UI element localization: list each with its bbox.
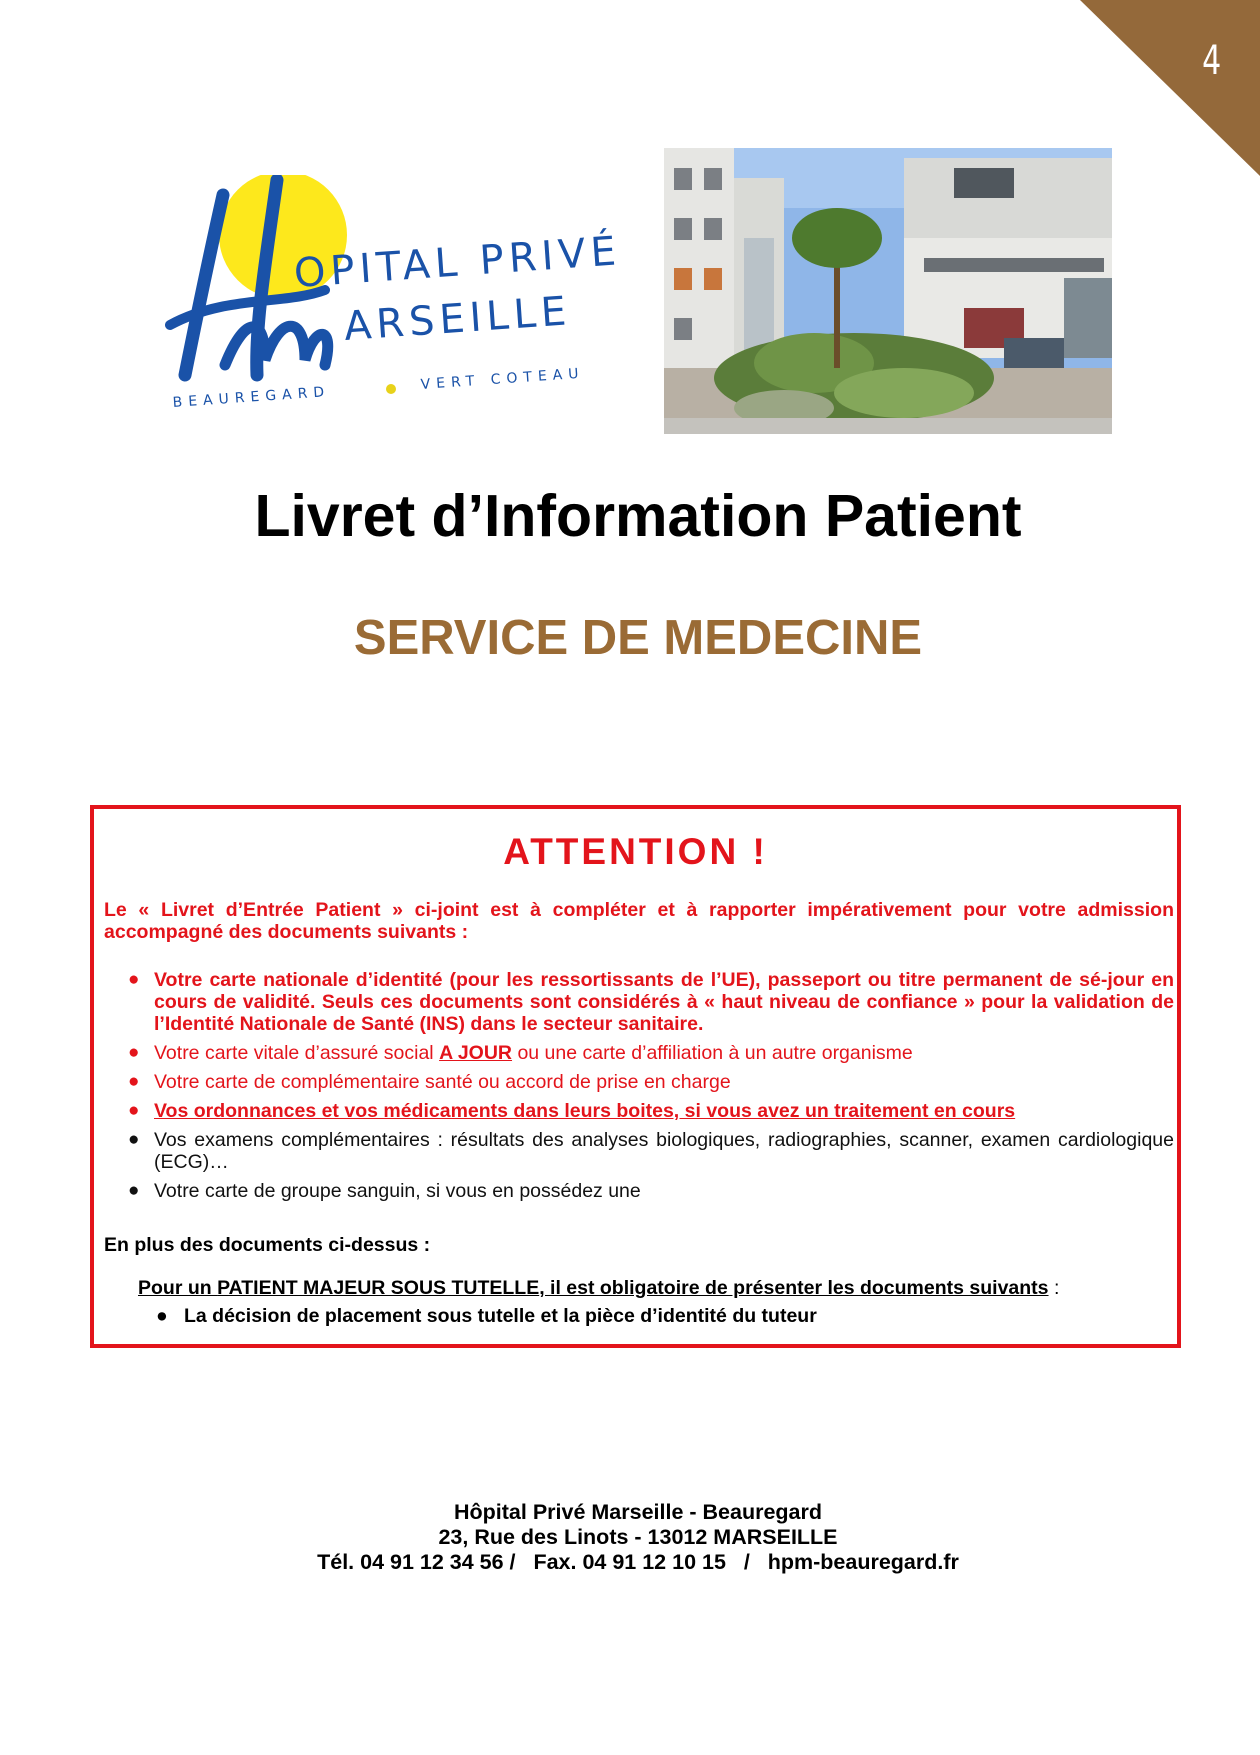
page-title: Livret d’Information Patient xyxy=(254,483,1022,549)
list-item: ● Votre carte de groupe sanguin, si vous en possédez une xyxy=(128,1180,641,1202)
svg-text:VERT COTEAU: VERT COTEAU xyxy=(420,365,586,393)
a-jour-emphasis: A JOUR xyxy=(439,1042,513,1064)
svg-text:OPITAL PRIVÉ: OPITAL PRIVÉ xyxy=(292,228,623,297)
list-item: ● Vos examens complémentaires : résultats des analyses biologiques, radiographies, scanner, examen cardiologique (ECG)… xyxy=(128,1129,1174,1173)
hospital-logo xyxy=(165,175,635,420)
list-item: ● Vos ordonnances et vos médicaments dans leurs boites, si vous avez un traitement en cours xyxy=(128,1100,1016,1122)
footer-hospital-name: Hôpital Privé Marseille - Beauregard xyxy=(453,1500,823,1524)
list-item: ● Votre carte nationale d’identité (pour les ressortissants de l’UE), passeport ou titre permanent de sé-jour en cours de validité. Seuls ces documents sont considérés à « haut niveau de confiance » pour la validation de l’Identité Nationale de Santé (INS) dans le secteur sanitaire. xyxy=(128,969,1174,1035)
tutelle-document-item: ● La décision de placement sous tutelle et la pièce d’identité du tuteur xyxy=(156,1305,817,1327)
additional-documents-label: En plus des documents ci-dessus : xyxy=(104,1234,431,1256)
svg-text:BEAUREGARD: BEAUREGARD xyxy=(172,384,331,411)
list-item: ● Votre carte vitale d’assuré social A JOUR ou une carte d’affiliation à un autre organisme xyxy=(128,1042,913,1064)
bullet-icon: ● xyxy=(128,1129,140,1150)
attention-intro: Le « Livret d’Entrée Patient » ci-joint est à compléter et à rapporter impérativement pour votre admission accompagné des documents suivants : xyxy=(104,899,1174,943)
page-subtitle: SERVICE DE MEDECINE xyxy=(353,611,923,665)
page-number: 4 xyxy=(1201,38,1221,84)
bullet-icon: ● xyxy=(128,1100,140,1121)
bullet-icon: ● xyxy=(156,1305,168,1327)
svg-text:ARSEILLE: ARSEILLE xyxy=(342,288,573,350)
bullet-icon: ● xyxy=(128,1042,140,1063)
bullet-icon: ● xyxy=(128,1071,140,1092)
list-item: ● Votre carte de complémentaire santé ou accord de prise en charge xyxy=(128,1071,731,1093)
bullet-icon: ● xyxy=(128,969,140,990)
required-documents-list xyxy=(128,969,1174,1209)
tutelle-heading: Pour un PATIENT MAJEUR SOUS TUTELLE, il est obligatoire de présenter les documents suivants : xyxy=(138,1277,1060,1299)
attention-box xyxy=(90,805,1181,1348)
footer-contact xyxy=(0,1500,1260,1575)
footer-address: 23, Rue des Linots - 13012 MARSEILLE xyxy=(438,1525,838,1549)
hospital-building-photo xyxy=(664,148,1112,434)
attention-heading: ATTENTION ! xyxy=(503,831,768,872)
footer-contact-line: Tél. 04 91 12 34 56 / Fax. 04 91 12 10 15 / hpm-beauregard.fr xyxy=(317,1550,959,1574)
bullet-icon: ● xyxy=(128,1180,140,1201)
